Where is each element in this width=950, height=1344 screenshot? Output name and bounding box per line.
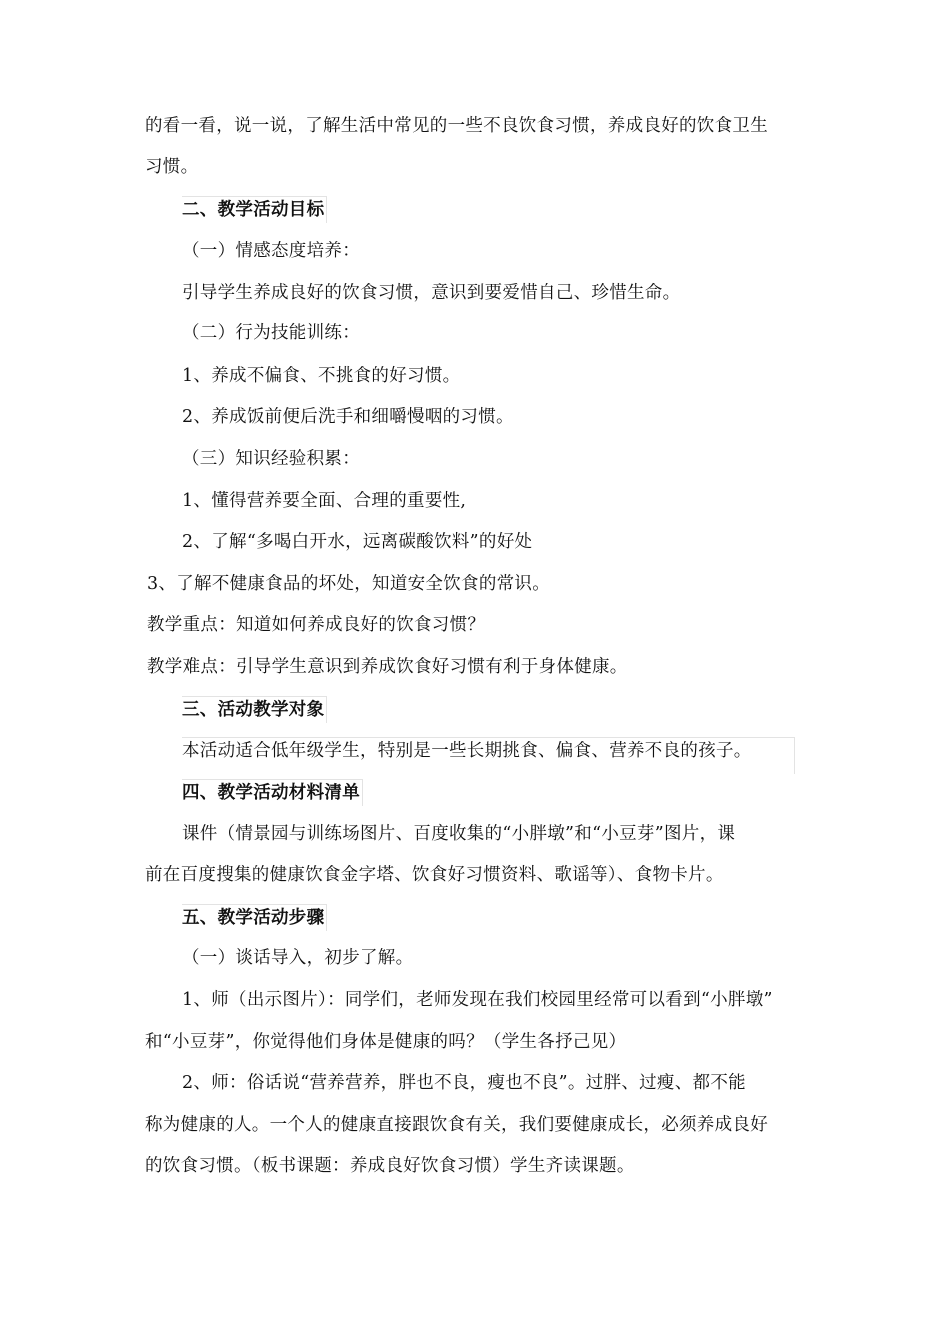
paragraph-line: 课件（情景园与训练场图片、百度收集的“小胖墩”和“小豆芽”图片，课 (182, 824, 736, 844)
subsection-heading: （二）行为技能训练： (182, 323, 360, 343)
paragraph-line: 的看一看，说一说，了解生活中常见的一些不良饮食习惯，养成良好的饮食卫生 (145, 116, 768, 136)
section-heading-objectives: 二、教学活动目标 (182, 196, 327, 223)
section-heading-materials: 四、教学活动材料清单 (182, 779, 363, 806)
list-item: 1、养成不偏食、不挑食的好习惯。 (182, 366, 461, 386)
section-heading-steps: 五、教学活动步骤 (182, 904, 327, 931)
paragraph-line: 称为健康的人。一个人的健康直接跟饮食有关，我们要健康成长，必须养成良好 (145, 1115, 768, 1135)
teaching-difficulty: 教学难点：引导学生意识到养成饮食好习惯有利于身体健康。 (147, 657, 628, 677)
list-item: 2、养成饭前便后洗手和细嚼慢咽的习惯。 (182, 407, 514, 427)
paragraph-line: 习惯。 (145, 157, 199, 177)
paragraph-line: 前在百度搜集的健康饮食金字塔、饮食好习惯资料、歌谣等）、食物卡片。 (145, 865, 724, 885)
paragraph-line: 2、师：俗话说“营养营养，胖也不良，瘦也不良”。过胖、过瘦、都不能 (182, 1073, 746, 1093)
paragraph-line: 本活动适合低年级学生，特别是一些长期挑食、偏食、营养不良的孩子。 (182, 737, 795, 774)
list-item: 3、了解不健康食品的坏处，知道安全饮食的常识。 (147, 574, 551, 594)
teaching-focus: 教学重点：知道如何养成良好的饮食习惯？ (147, 615, 486, 635)
list-item: 2、了解“多喝白开水，远离碳酸饮料”的好处 (182, 532, 533, 552)
paragraph-line: 的饮食习惯。（板书课题：养成良好饮食习惯）学生齐读课题。 (145, 1156, 635, 1176)
paragraph-line: 引导学生养成良好的饮食习惯，意识到要爱惜自己、珍惜生命。 (182, 283, 681, 303)
subsection-heading: （一）谈话导入，初步了解。 (182, 948, 414, 968)
section-heading-audience: 三、活动教学对象 (182, 696, 327, 723)
subsection-heading: （三）知识经验积累： (182, 449, 360, 469)
paragraph-line: 和“小豆芽”，你觉得他们身体是健康的吗？（学生各抒己见） (145, 1032, 627, 1052)
paragraph-line: 1、师（出示图片）：同学们，老师发现在我们校园里经常可以看到“小胖墩” (182, 990, 773, 1010)
subsection-heading: （一）情感态度培养： (182, 241, 360, 261)
list-item: 1、懂得营养要全面、合理的重要性, (182, 491, 467, 511)
